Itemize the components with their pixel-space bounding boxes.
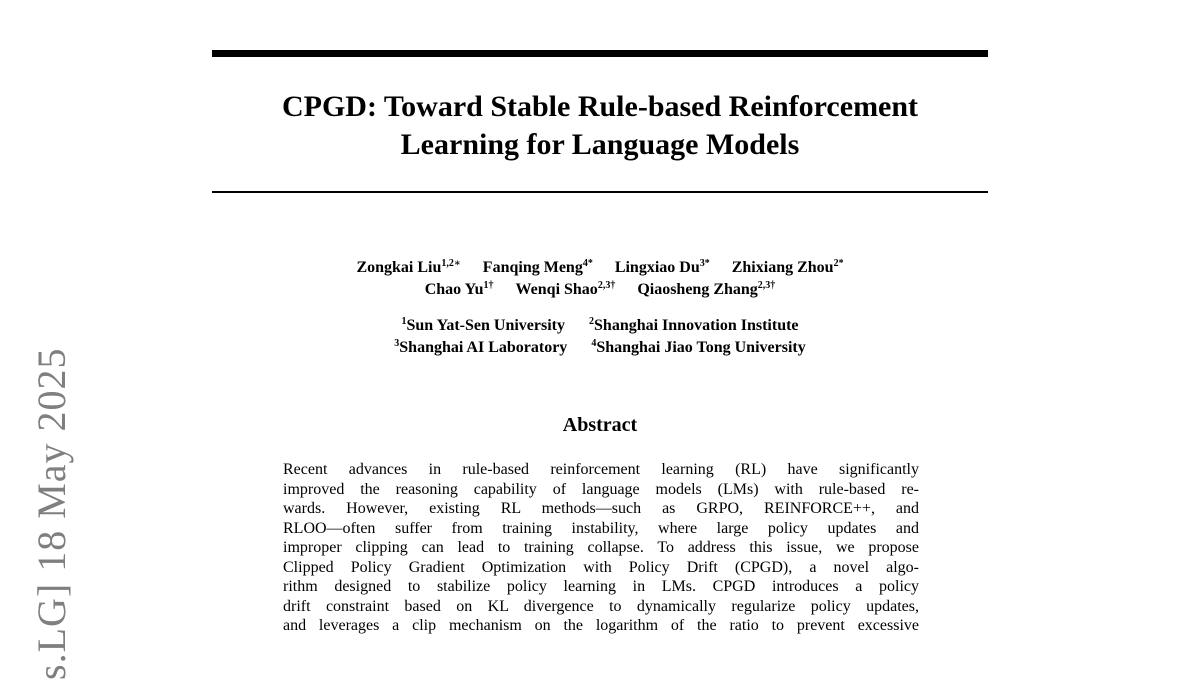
abstract-line: wards. However, existing RL methods—such as GRPO, REINFORCE++, and — [283, 500, 919, 517]
author: Fanqing Meng$^{4*}$ — [482, 258, 593, 276]
author-list — [212, 257, 988, 301]
abstract-heading: Abstract — [562, 414, 638, 436]
title-line-1: CPGD: Toward Stable Rule-based Reinforcement — [281, 90, 919, 123]
abstract-line: rithm designed to stabilize policy learning in LMs. CPGD introduces a policy — [283, 578, 919, 595]
abstract-body — [283, 460, 919, 636]
author: Chao $Yu^{1\dagger}$ — [424, 280, 494, 298]
affiliation: $^3$Shanghai AI Laboratory — [394, 338, 568, 356]
author: Lingxiao $Du^{3*}$ — [614, 258, 710, 276]
author: Qiaosheng Zhang$^{2,3\dagger}$ — [637, 280, 776, 298]
paper-title — [212, 88, 988, 164]
abstract-line: and leverages a clip mechanism on the logarithm of the ratio to prevent excessive — [283, 617, 919, 634]
affiliation: $^2$Shanghai Innovation Institute — [589, 316, 799, 334]
abstract-line: RLOO—often suffer from training instability, where large policy updates and — [283, 519, 919, 537]
affiliation: $^1$Sun Yat-Sen University — [401, 316, 566, 334]
abstract-line: Recent advances in rule-based reinforcement learning (RL) have significantly — [283, 461, 919, 478]
bottom-rule — [212, 191, 988, 193]
abstract-line: improper clipping can lead to training collapse. To address this issue, we propose — [283, 539, 919, 556]
author-row-2 — [212, 279, 988, 301]
title-line-2: Learning for Language Models — [400, 128, 800, 161]
author-row-1 — [212, 257, 988, 279]
arxiv-side-stamp: s.LG] 18 May 2025 — [29, 347, 74, 680]
affiliation-row-2 — [212, 337, 988, 359]
affiliation-list — [212, 315, 988, 359]
affiliation-row-1 — [212, 315, 988, 337]
abstract-line: improved the reasoning capability of language models (LMs) with rule-based re- — [283, 480, 919, 498]
affiliation: $^4$Shanghai Jiao Tong University — [591, 338, 806, 356]
top-rule — [212, 50, 988, 57]
author: Zongkai Liu$^{1,2∗}$ — [356, 258, 461, 276]
abstract-line: Clipped Policy Gradient Optimization with Policy Drift (CPGD), a novel algo- — [283, 558, 919, 576]
abstract-line: drift constraint based on KL divergence to dynamically regularize policy updates, — [283, 597, 919, 615]
author: Wenqi Shao$^{2,3\dagger}$ — [515, 280, 616, 298]
author: Zhixiang Zhou$^{2*}$ — [731, 258, 844, 276]
